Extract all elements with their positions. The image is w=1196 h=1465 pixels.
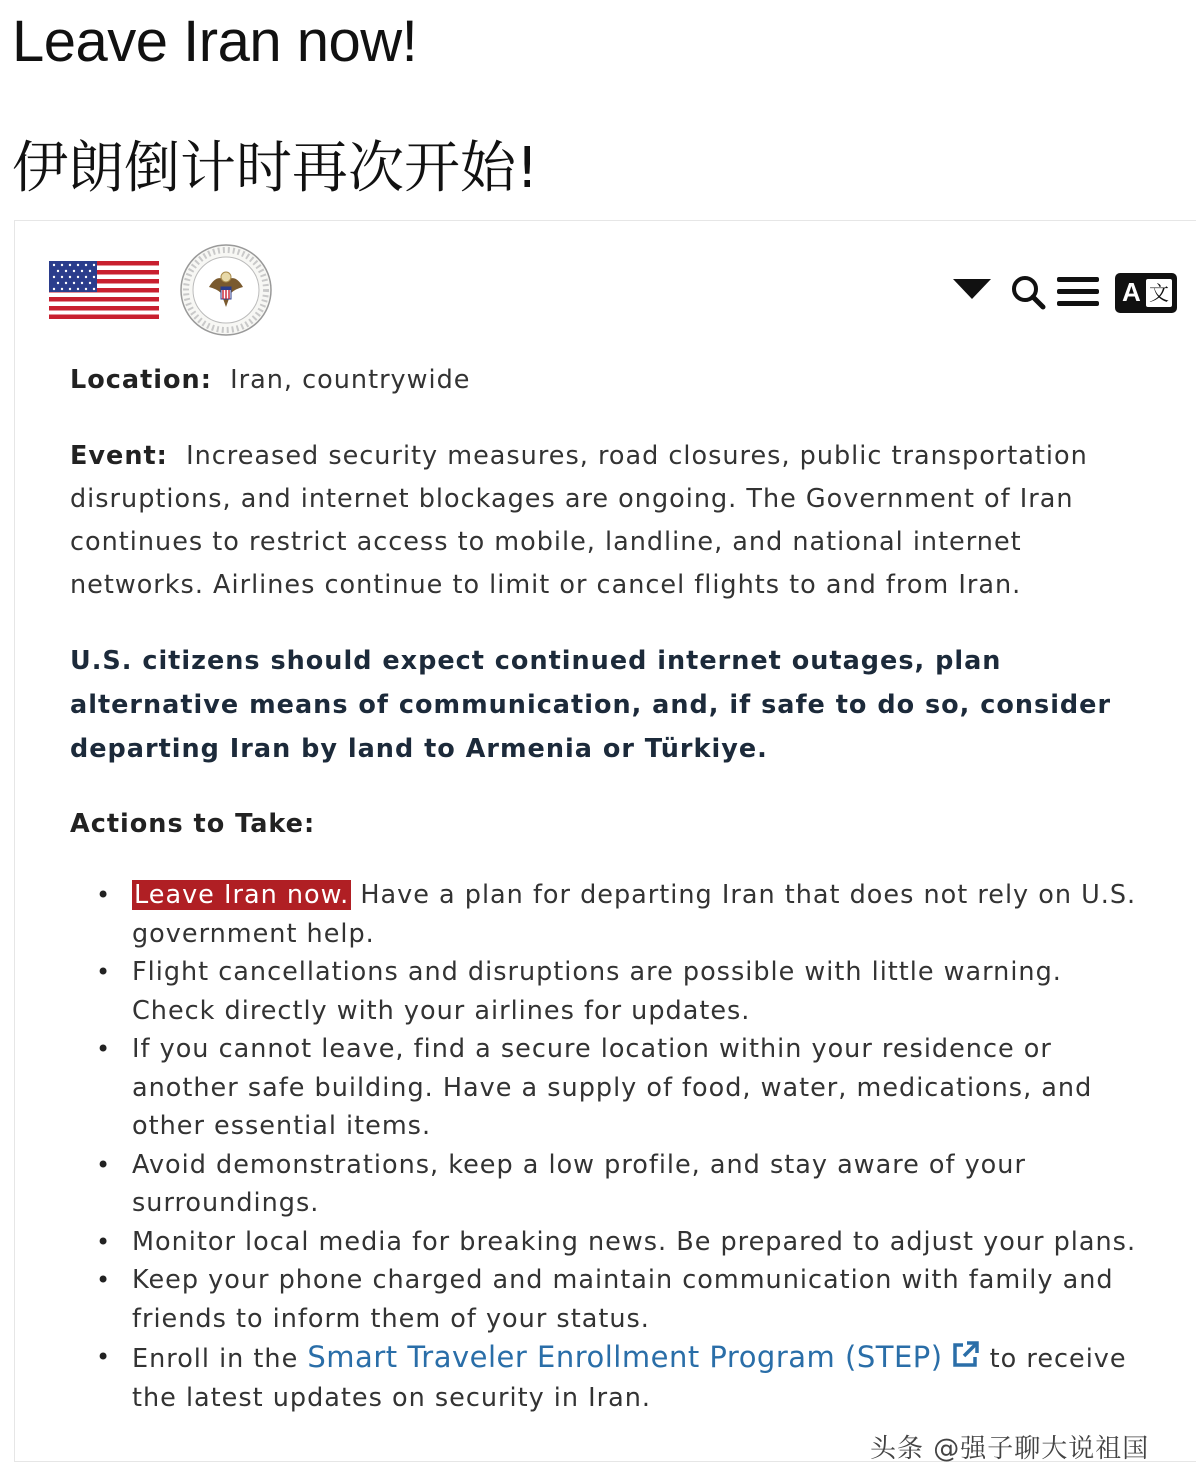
translate-icon[interactable]	[1115, 273, 1177, 313]
list-item-text: If you cannot leave, find a secure location within your residence or another safe building. Have a supply of food, water, medications, and other essential items.	[132, 1034, 1093, 1141]
actions-heading: Actions to Take:	[70, 809, 316, 839]
list-item	[132, 1338, 1145, 1417]
step-suffix: to receive the latest updates on security in Iran.	[132, 1344, 1127, 1413]
event-text: Increased security measures, road closures, public transportation disruptions, and internet blockages are ongoing. The Government of Iran continues to restrict access to mobile, landline, and national internet networks. Airlines continue to limit or cancel flights to and from Iran.	[70, 441, 1088, 600]
post-subtitle: 伊朗倒计时再次开始!	[12, 136, 539, 201]
site-toolbar	[945, 267, 1185, 315]
highlighted-text: Leave Iran now.	[134, 880, 350, 910]
actions-list	[70, 876, 1145, 1417]
location-value: Iran, countrywide	[230, 365, 471, 395]
event-label: Event:	[70, 441, 168, 471]
alert-body	[70, 359, 1145, 1417]
list-item-text: Have a plan for departing Iran that does not rely on U.S. government help.	[132, 880, 1137, 949]
embassy-seal-icon	[179, 243, 273, 337]
list-item	[132, 1223, 1145, 1262]
caret-down-icon[interactable]	[951, 277, 993, 301]
step-prefix: Enroll in the	[132, 1344, 308, 1374]
watermark: 头条 @强子聊大说祖国	[870, 1434, 1150, 1464]
list-item	[132, 1261, 1145, 1338]
list-item-text: Flight cancellations and disruptions are possible with little warning. Check directly with your airlines for updates.	[132, 957, 1062, 1026]
list-item-text: Monitor local media for breaking news. Be prepared to adjust your plans.	[132, 1226, 1137, 1257]
menu-icon[interactable]	[1055, 275, 1101, 309]
external-link-icon[interactable]	[949, 1339, 981, 1371]
post-title: Leave Iran now!	[12, 9, 418, 74]
list-item	[132, 1146, 1145, 1223]
list-item	[132, 953, 1145, 1030]
us-flag-icon	[49, 261, 159, 319]
bold-notice: U.S. citizens should expect continued internet outages, plan alternative means of communication, and, if safe to do so, consider departing Iran by land to Armenia or Türkiye.	[70, 646, 1112, 764]
list-item-text: Keep your phone charged and maintain communication with family and friends to inform them of your status.	[132, 1265, 1114, 1334]
search-icon[interactable]	[1009, 271, 1049, 311]
list-item	[132, 1030, 1145, 1146]
translate-glyph-b: 文	[1146, 279, 1172, 307]
location-label: Location:	[70, 365, 212, 395]
step-link[interactable]: Smart Traveler Enrollment Program (STEP)	[307, 1340, 943, 1374]
location-line	[70, 359, 1145, 402]
event-paragraph	[70, 435, 1145, 607]
translate-glyph-a: A	[1122, 277, 1141, 307]
list-item	[132, 876, 1145, 953]
list-item-text: Avoid demonstrations, keep a low profile, and stay aware of your surroundings.	[132, 1149, 1026, 1218]
embassy-alert-screenshot	[14, 220, 1196, 1462]
